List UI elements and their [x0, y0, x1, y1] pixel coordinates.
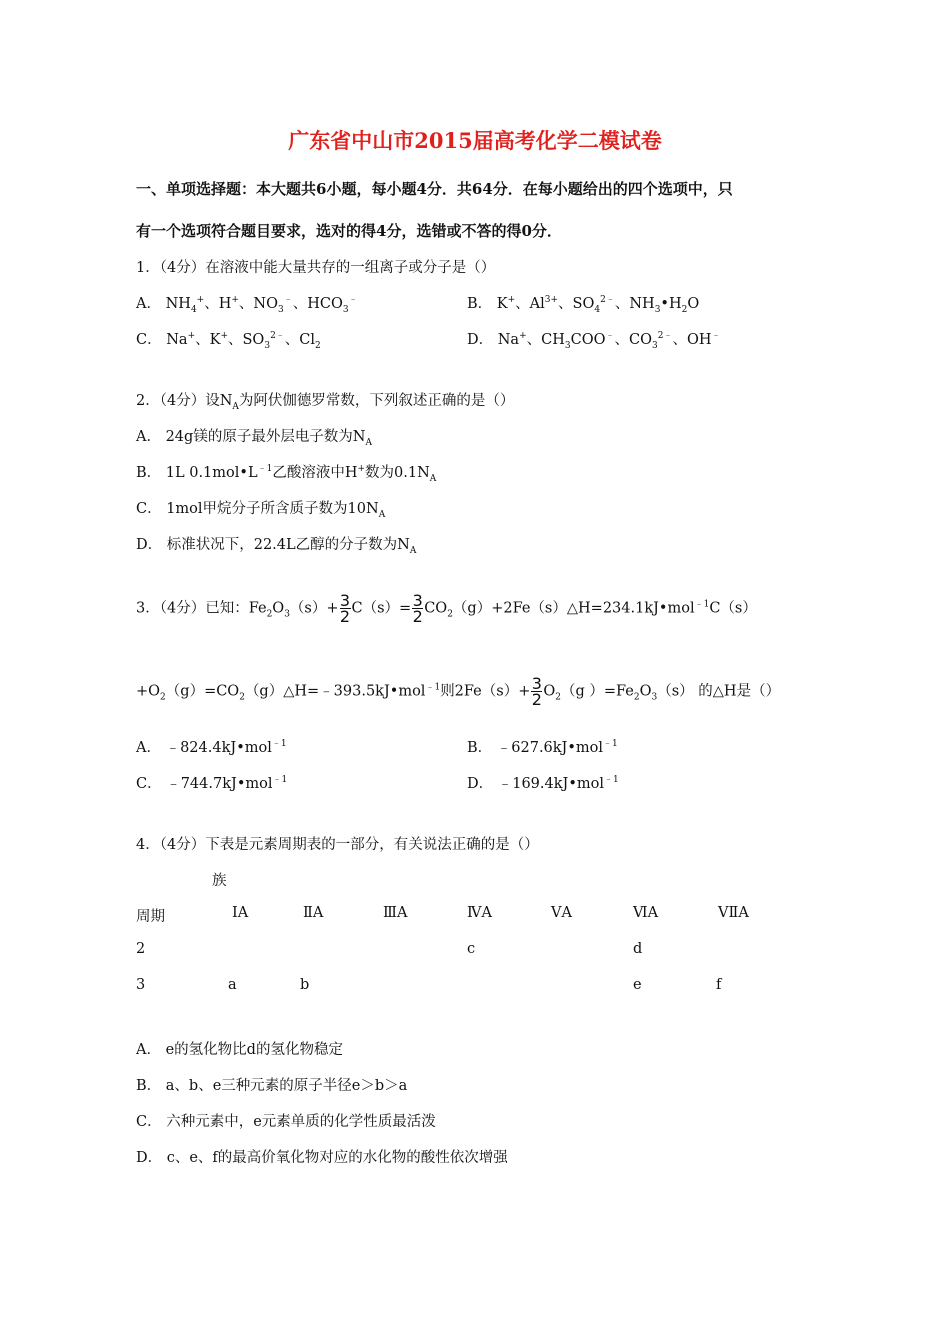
table-group-header: ⅢA: [383, 905, 408, 921]
table-cell-e: e: [633, 977, 642, 993]
q1-stem: 1．（4分）在溶液中能大量共存的一组离子或分子是（）: [136, 260, 496, 276]
table-group-header: ⅤA: [551, 905, 572, 921]
table-group-header: ⅥA: [633, 905, 659, 921]
q2-option-a: A． 24g镁的原子最外层电子数为$N_A$: [136, 429, 372, 448]
table-period-row3: 3: [136, 977, 146, 993]
table-group-label: 族: [212, 873, 227, 889]
fraction-3-2: $\frac{3}{2}$: [339, 591, 351, 626]
q1-option-d: D． Na+、$CH_3COO^﹣$、$CO_3^{2﹣}$、OH﹣: [467, 331, 721, 351]
q4-option-c: C． 六种元素中，e元素单质的化学性质最活泼: [136, 1114, 436, 1130]
table-cell-c: c: [467, 941, 476, 957]
q2-option-c: C． 1mol甲烷分子所含质子数为$10N_A$: [136, 501, 386, 520]
q4-option-d: D． c、e、f的最高价氧化物对应的水化物的酸性依次增强: [136, 1150, 508, 1166]
table-cell-f: f: [716, 977, 722, 993]
q1-option-c: C． Na+、K+、$SO_3^{2﹣}$、$Cl_2$: [136, 331, 321, 351]
q3-option-b: B． ﹣627.6kJ•mol$^{﹣1}$: [467, 739, 618, 756]
fraction-3-2: $\frac{3}{2}$: [531, 674, 542, 709]
table-group-header: ⅡA: [303, 905, 324, 921]
table-period-row2: 2: [136, 941, 146, 957]
table-cell-a: a: [228, 977, 237, 993]
fraction-3-2: $\frac{3}{2}$: [412, 591, 423, 626]
q3-stem-line1: 3．（4分）已知：$Fe_2O_3(s)+$ $\frac{3}{2}$ C（s）= $\frac{3}{2}$ $CO_2(g)+2Fe(s)\triangle H=234.1kJ•mol^{﹣1}C(s)$: [136, 591, 757, 626]
q2-option-d: D． 标准状况下，22.4L乙醇的分子数为$N_A$: [136, 537, 417, 556]
section-header-line2: 有一个选项符合题目要求，选对的得4分，选错或不答的得0分．: [136, 222, 562, 240]
q3-option-c: C． ﹣744.7kJ•mol$^{﹣1}$: [136, 775, 288, 792]
page-title: 广东省中山市2015届高考化学二模试卷: [288, 128, 662, 153]
q4-stem: 4．（4分）下表是元素周期表的一部分，有关说法正确的是（）: [136, 837, 539, 853]
q2-option-b: B． 1L $0.1mol•L^{﹣1}$乙酸溶液中H+数为$0.1N_A$: [136, 464, 437, 484]
q4-option-b: B． a、b、e三种元素的原子半径e＞b＞a: [136, 1078, 408, 1094]
q3-stem-line2: $+O_2(g)=CO_2(g)\triangle H=﹣393.5kJ•mol^{﹣1}$则2Fe（s）+ $\frac{3}{2}$ $O_2(g$ ）$=Fe_2O_3(s)$ 的△H是（）: [136, 674, 781, 709]
table-group-header: ⅠA: [232, 905, 249, 921]
section-header-line1: 一、单项选择题：本大题共6小题，每小题4分．共64分．在每小题给出的四个选项中，只: [136, 180, 733, 198]
q2-stem: 2．（4分）设$N_A$为阿伏伽德罗常数，下列叙述正确的是（）: [136, 393, 515, 412]
table-cell-b: b: [300, 977, 310, 993]
q3-option-d: D． ﹣169.4kJ•mol$^{﹣1}$: [467, 775, 619, 792]
table-group-header: ⅤⅡA: [718, 905, 749, 921]
table-cell-d: d: [633, 941, 643, 957]
table-group-header: ⅣA: [467, 905, 492, 921]
q1-option-a: A． $NH_4^+$、H+、$NO_3^﹣$、$HCO_3^﹣$: [136, 295, 358, 315]
table-period-label: 周期: [136, 909, 165, 925]
q1-option-b: B． K+、$Al^{3+}$、$SO_4^{2﹣}$、$NH_3•H_2O$: [467, 295, 700, 315]
q4-option-a: A． e的氢化物比d的氢化物稳定: [136, 1042, 343, 1058]
q3-option-a: A． ﹣824.4kJ•mol$^{﹣1}$: [136, 739, 287, 756]
